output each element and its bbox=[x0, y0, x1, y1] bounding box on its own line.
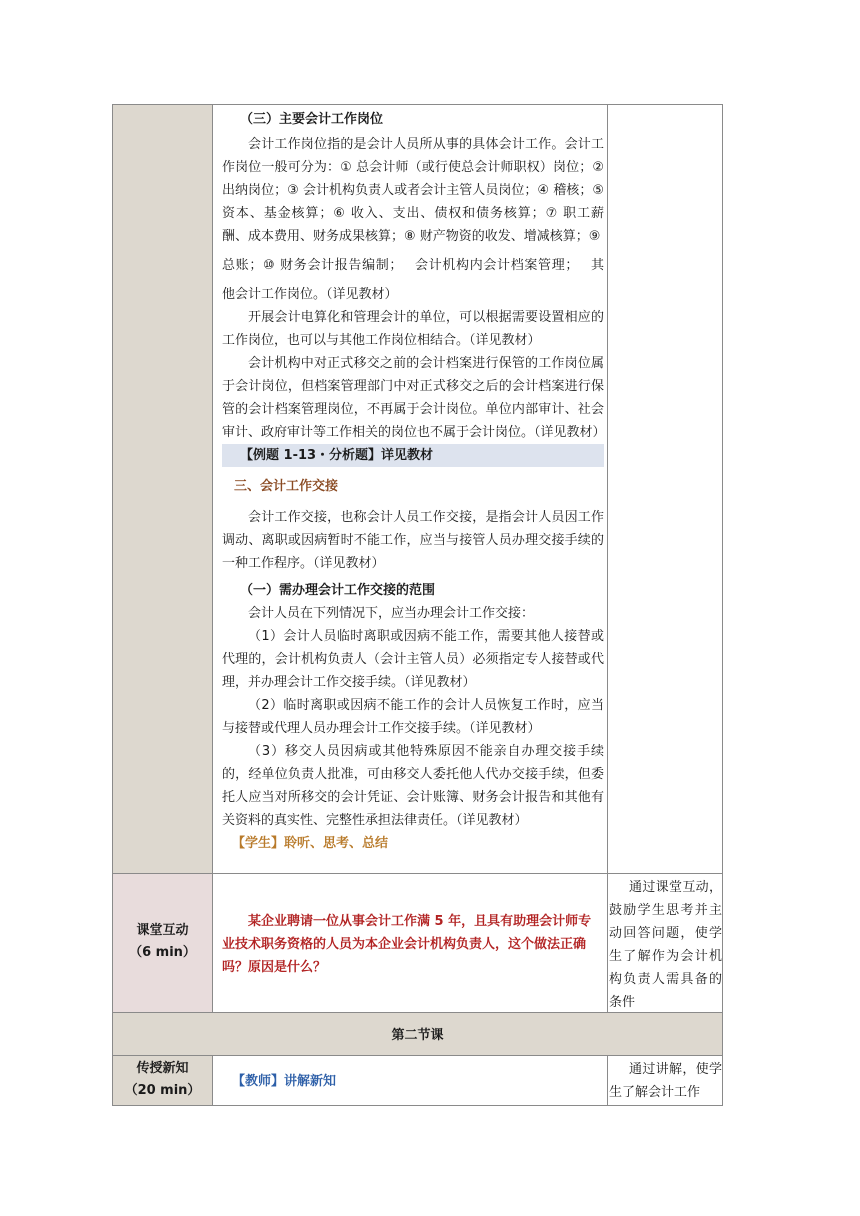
teach-title: 传授新知 bbox=[136, 1061, 189, 1076]
interaction-question: 某企业聘请一位从事会计工作满 5 年，且具有助理会计师专业技术职务资格的人员为本企业会计机构负责人，这个做法正确吗？原因是什么？ bbox=[222, 914, 592, 975]
subheading-handover-scope: （一）需办理会计工作交接的范围 bbox=[240, 583, 436, 598]
paragraph-scope-3: （3）移交人员因病或其他特殊原因不能亲自办理交接手续的，经单位负责人批准，可由移交人委托他人代办交接手续，但委托人应当对所移交的会计凭证、会计账簿、财务会计报告和其他有关资料的真实性、完整性承担法律责任。（详见教材） bbox=[222, 744, 604, 828]
teach-note: 通过讲解，使学生了解会计工作 bbox=[609, 1062, 722, 1100]
teach-label bbox=[113, 1058, 212, 1102]
paragraph-scope-2: （2）临时离职或因病不能工作的会计人员恢复工作时，应当与接替或代理人员办理会计工作交接手续。（详见教材） bbox=[222, 698, 604, 736]
student-activity: 【学生】聆听、思考、总结 bbox=[232, 836, 389, 851]
example-bar: 【例题 1-13・分析题】详见教材 bbox=[222, 444, 604, 467]
divider bbox=[607, 104, 608, 1013]
interaction-duration: （6 min） bbox=[129, 945, 196, 960]
divider bbox=[212, 1055, 213, 1106]
paragraph-handover-def: 会计工作交接，也称会计人员工作交接，是指会计人员因工作调动、离职或因病暂时不能工作，应当与接管人员办理交接手续的一种工作程序。（详见教材） bbox=[222, 510, 604, 571]
teach-duration: （20 min） bbox=[124, 1083, 201, 1098]
teacher-activity: 【教师】讲解新知 bbox=[232, 1074, 337, 1089]
paragraph-scope-intro: 会计人员在下列情况下，应当办理会计工作交接： bbox=[248, 606, 535, 621]
content-block bbox=[222, 108, 604, 855]
divider bbox=[112, 873, 723, 874]
paragraph-archives: 会计机构中对正式移交之前的会计档案进行保管的工作岗位属于会计岗位，但档案管理部门中对正式移交之后的会计档案进行保管的会计档案管理岗位，不再属于会计岗位。单位内部审计、社会审计、政府审计等工作相关的岗位也不属于会计岗位。（详见教材） bbox=[222, 356, 606, 440]
paragraph-posts-end: 他会计工作岗位。（详见教材） bbox=[222, 287, 398, 302]
paragraph-posts: 会计工作岗位指的是会计人员所从事的具体会计工作。会计工作岗位一般可分为：① 总会计师（或行使总会计师职权）岗位；② 出纳岗位；③ 会计机构负责人或者会计主管人员岗位；④ 稽核；⑤ 资本、基金核算；⑥ 收入、支出、债权和债务核算；⑦ 职工薪酬、成本费用、财务成果核算；⑧ 财产物资的收发、增减核算；⑨ bbox=[222, 137, 604, 244]
divider bbox=[212, 104, 213, 1013]
paragraph-computerization: 开展会计电算化和管理会计的单位，可以根据需要设置相应的工作岗位，也可以与其他工作岗位相结合。（详见教材） bbox=[222, 310, 604, 348]
section2-title: 第二节课 bbox=[391, 1028, 444, 1043]
divider bbox=[112, 1055, 723, 1056]
paragraph-scope-1: （1）会计人员临时离职或因病不能工作，需要其他人接替或代理的，会计机构负责人（会计主管人员）必须指定专人接替或代理，并办理会计工作交接手续。（详见教材） bbox=[222, 629, 604, 690]
interaction-label bbox=[113, 920, 212, 964]
interaction-note: 通过课堂互动，鼓励学生思考并主动回答问题，使学生了解作为会计机构负责人需具备的条件 bbox=[609, 880, 722, 1010]
section-heading-handover: 三、会计工作交接 bbox=[234, 479, 339, 494]
divider bbox=[607, 1055, 608, 1106]
left-column-shade bbox=[113, 105, 212, 873]
paragraph-posts-cont: 总账；⑩ 财务会计报告编制； 会计机构内会计档案管理； 其 bbox=[222, 258, 604, 273]
interaction-title: 课堂互动 bbox=[136, 923, 189, 938]
subheading-main-posts: （三）主要会计工作岗位 bbox=[240, 112, 384, 127]
